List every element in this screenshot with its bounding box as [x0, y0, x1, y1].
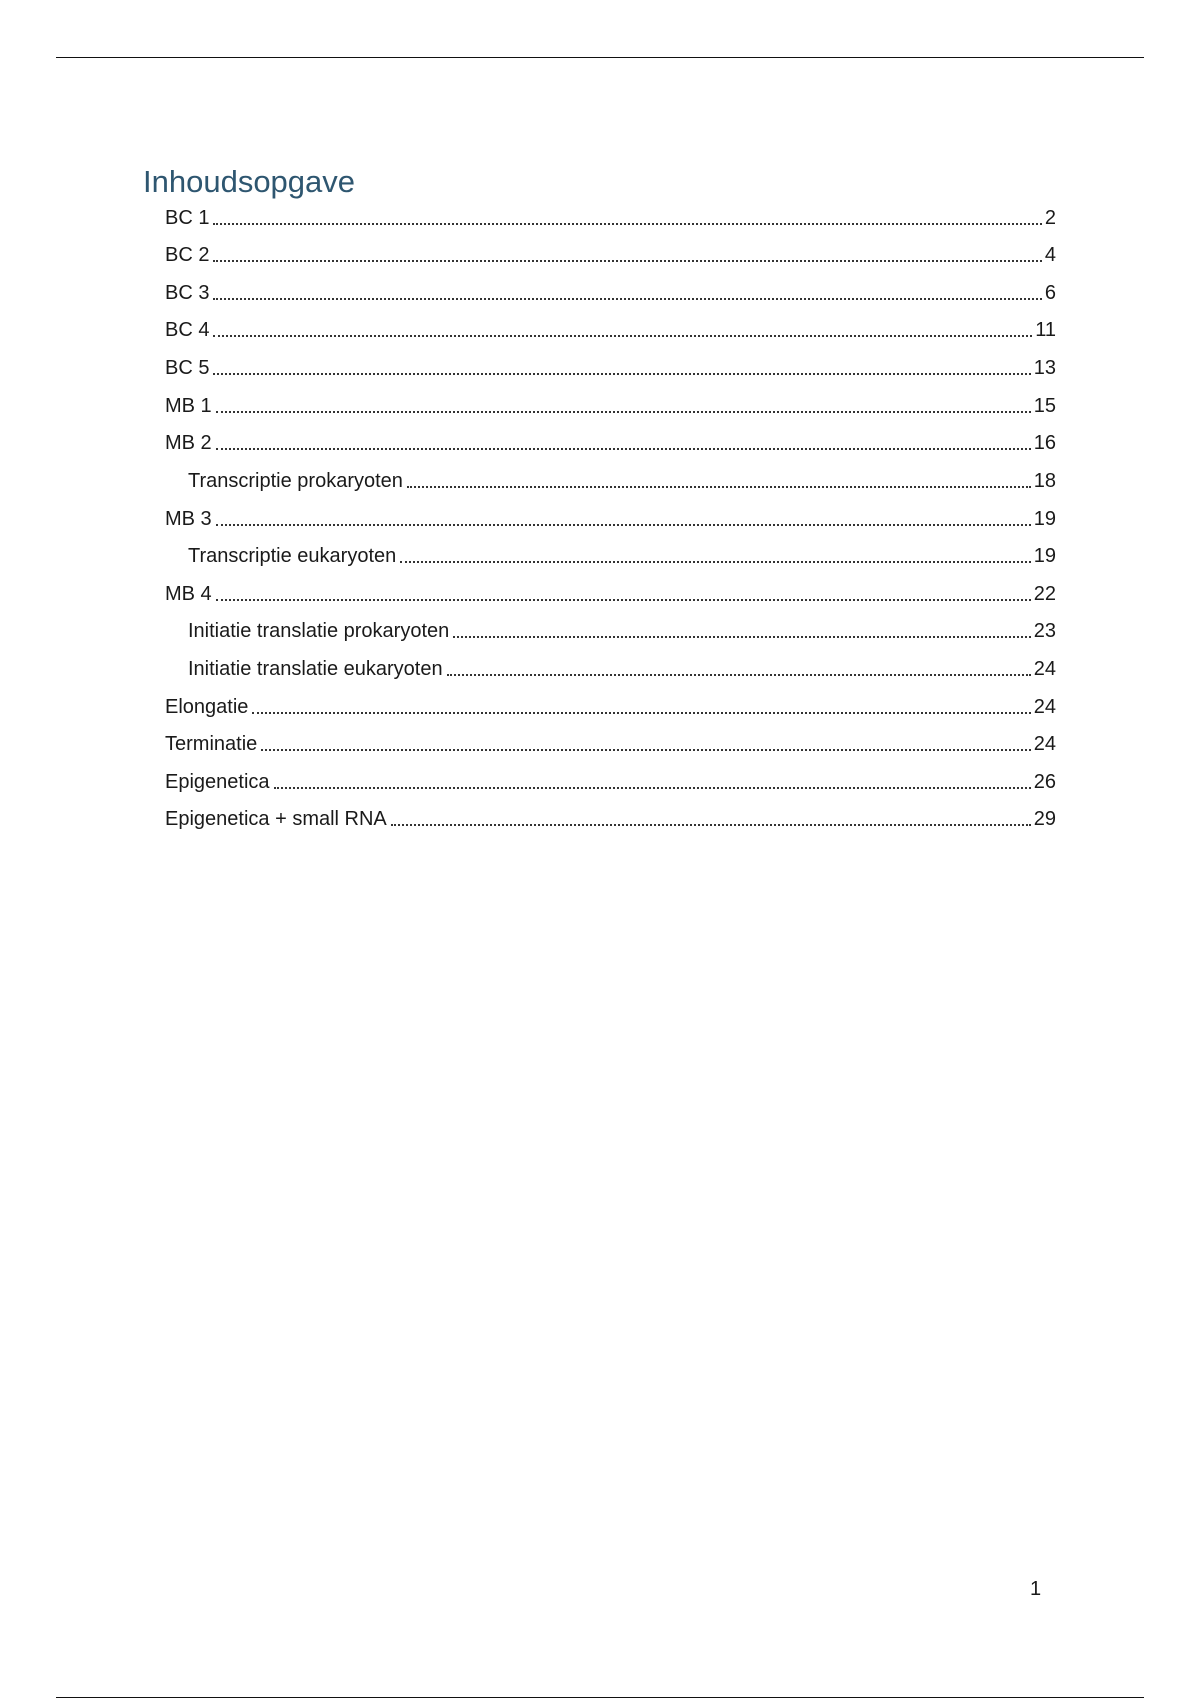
toc-entry-label: Epigenetica	[165, 771, 270, 793]
toc-subentry[interactable]	[188, 618, 1056, 644]
toc-dot-leader	[213, 373, 1030, 375]
toc-entry[interactable]	[165, 393, 1056, 419]
toc-entry-label: MB 4	[165, 583, 212, 605]
toc-entry-page: 16	[1033, 432, 1056, 454]
toc-entry[interactable]	[165, 506, 1056, 532]
toc-entry-label: BC 1	[165, 207, 210, 229]
toc-entry[interactable]	[165, 317, 1056, 343]
toc-dot-leader	[274, 787, 1031, 789]
toc-entry[interactable]	[165, 205, 1056, 231]
toc-dot-leader	[216, 599, 1031, 601]
toc-entry-label: MB 1	[165, 395, 212, 417]
toc-entry-label: MB 3	[165, 508, 212, 530]
footer-rule	[56, 1697, 1144, 1698]
toc-entry-page: 24	[1033, 696, 1056, 718]
toc-entry[interactable]	[165, 806, 1056, 832]
toc-entry-label: Epigenetica + small RNA	[165, 808, 387, 830]
toc-entry-page: 2	[1044, 207, 1056, 229]
toc-dot-leader	[213, 223, 1041, 225]
toc-dot-leader	[216, 411, 1031, 413]
toc-entry-label: Initiatie translatie prokaryoten	[188, 620, 450, 642]
toc-dot-leader	[407, 486, 1031, 488]
toc-entry-page: 19	[1033, 508, 1056, 530]
toc-dot-leader	[447, 674, 1031, 676]
toc-entry-label: Terminatie	[165, 733, 258, 755]
toc-dot-leader	[453, 636, 1031, 638]
toc-entry-page: 26	[1033, 771, 1056, 793]
toc-entry-label: BC 2	[165, 244, 210, 266]
toc-entry[interactable]	[165, 355, 1056, 381]
toc-subentry[interactable]	[188, 468, 1056, 494]
toc-entry-page: 6	[1044, 282, 1056, 304]
toc-entry[interactable]	[165, 430, 1056, 456]
toc-dot-leader	[213, 260, 1041, 262]
toc-title: Inhoudsopgave	[143, 164, 356, 199]
toc-entry[interactable]	[165, 242, 1056, 268]
toc-entry-label: Initiatie translatie eukaryoten	[188, 658, 443, 680]
toc-dot-leader	[213, 335, 1032, 337]
toc-entry-page: 15	[1033, 395, 1056, 417]
toc-entry[interactable]	[165, 731, 1056, 757]
toc-entry[interactable]	[165, 280, 1056, 306]
toc-subentry[interactable]	[188, 543, 1056, 569]
toc-entry-page: 19	[1033, 545, 1056, 567]
page-number: 1	[1030, 1578, 1042, 1600]
toc-entry-page: 18	[1033, 470, 1056, 492]
toc-entry-page: 29	[1033, 808, 1056, 830]
toc-entry-label: BC 5	[165, 357, 210, 379]
toc-entry-page: 4	[1044, 244, 1056, 266]
toc-dot-leader	[216, 524, 1031, 526]
toc-entry-page: 11	[1035, 319, 1056, 341]
toc-entry[interactable]	[165, 769, 1056, 795]
toc-entry-label: BC 3	[165, 282, 210, 304]
toc-entry-label: Transcriptie prokaryoten	[188, 470, 403, 492]
toc-entry-label: Transcriptie eukaryoten	[188, 545, 397, 567]
toc-dot-leader	[216, 448, 1031, 450]
toc-dot-leader	[252, 712, 1030, 714]
toc-entry-page: 24	[1033, 733, 1056, 755]
toc-dot-leader	[391, 824, 1031, 826]
header-rule	[56, 57, 1144, 58]
toc-dot-leader	[213, 298, 1041, 300]
toc-entry-label: Elongatie	[165, 696, 249, 718]
toc-entry-page: 23	[1033, 620, 1056, 642]
toc-entry[interactable]	[165, 581, 1056, 607]
toc-subentry[interactable]	[188, 656, 1056, 682]
toc-entry-label: MB 2	[165, 432, 212, 454]
toc-dot-leader	[400, 561, 1031, 563]
toc-entry-page: 13	[1033, 357, 1056, 379]
toc-entry-page: 22	[1033, 583, 1056, 605]
toc-entry-page: 24	[1033, 658, 1056, 680]
toc-entry-label: BC 4	[165, 319, 210, 341]
toc-dot-leader	[261, 749, 1030, 751]
toc-entry[interactable]	[165, 694, 1056, 720]
